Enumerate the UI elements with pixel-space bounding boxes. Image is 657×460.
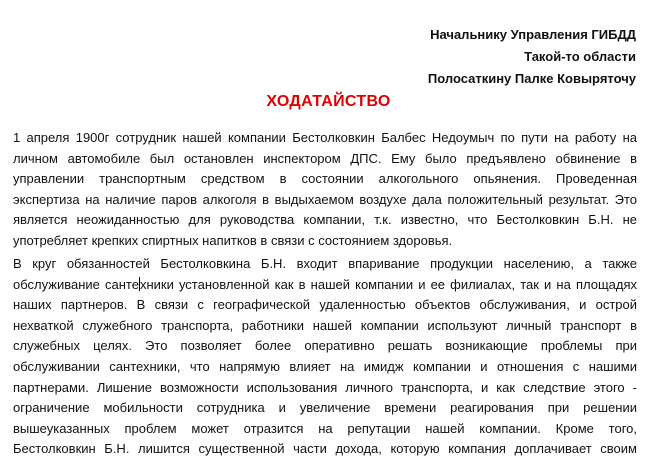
paragraph-line: экспертиза на наличие паров алкоголя в выдыхаемом воздухе дала положительный результат. Это <box>13 191 637 207</box>
paragraph-line: вышеуказанных проблем может отразится на репутации нашей компании. Кроме того, <box>13 420 637 436</box>
paragraph-line: служебных целях. Это позволяет более оперативно решать возникающие проблемы при <box>13 338 637 354</box>
paragraph-line: В круг обязанностей Бестолковкина Б.Н. входит впаривание продукции населению, а также <box>13 256 637 271</box>
document-title: ХОДАТАЙСТВО <box>266 93 391 110</box>
paragraph-2[interactable] <box>13 254 637 460</box>
recipient-block <box>428 24 636 90</box>
paragraph-line: Бестолковкин Б.Н. лишится существенной части дохода, которую компания доплачивает своим <box>13 441 637 457</box>
paragraph-line: употребляет крепких спиртных напитков в связи с состоянием здоровья. <box>13 232 453 248</box>
caret-line-after: хники установленной как в нашей компании и ее филиалах, так и на площадях <box>139 276 637 292</box>
paragraph-line: нехваткой служебного транспорта, работники нашей компании используют личный транспорт в <box>13 317 637 333</box>
paragraph-line: обслуживании сантехники, что напрямую влияет на имидж компании и отношения с нашими <box>13 358 637 374</box>
paragraph-line-with-caret <box>13 275 637 296</box>
paragraph-line: партнерами. Лишение возможности использования личного транспорта, и как следствие этого - <box>13 379 637 395</box>
paragraph-line: наших партнеров. В связи с географической удаленностью объектов обслуживания, и острой <box>13 297 637 313</box>
paragraph-line: управлении транспортным средством в состоянии алкогольного опьянения. Проведенная <box>13 171 637 187</box>
paragraph-line: является неожиданностью для руководства компании, т.к. известно, что Бестолковкин Б.Н. не <box>13 212 637 228</box>
recipient-line-3: Полосаткину Палке Ковыряточу <box>427 71 636 86</box>
caret-line-before: обслуживание санте <box>13 276 139 292</box>
paragraph-line: ограничение мобильности сотрудника и увеличение времени реагирования при решении <box>13 400 637 416</box>
paragraph-1[interactable] <box>13 128 637 252</box>
paragraph-line: личном автомобиле был остановлен инспектором ДПС. Ему было предъявлено обвинение в <box>13 150 637 166</box>
recipient-line-1: Начальнику Управления ГИБДД <box>430 27 636 42</box>
paragraph-line: 1 апреля 1900г сотрудник нашей компании Бестолковкин Балбес Недоумыч по пути на работу на <box>13 130 637 145</box>
recipient-line-2: Такой-то области <box>524 49 636 64</box>
